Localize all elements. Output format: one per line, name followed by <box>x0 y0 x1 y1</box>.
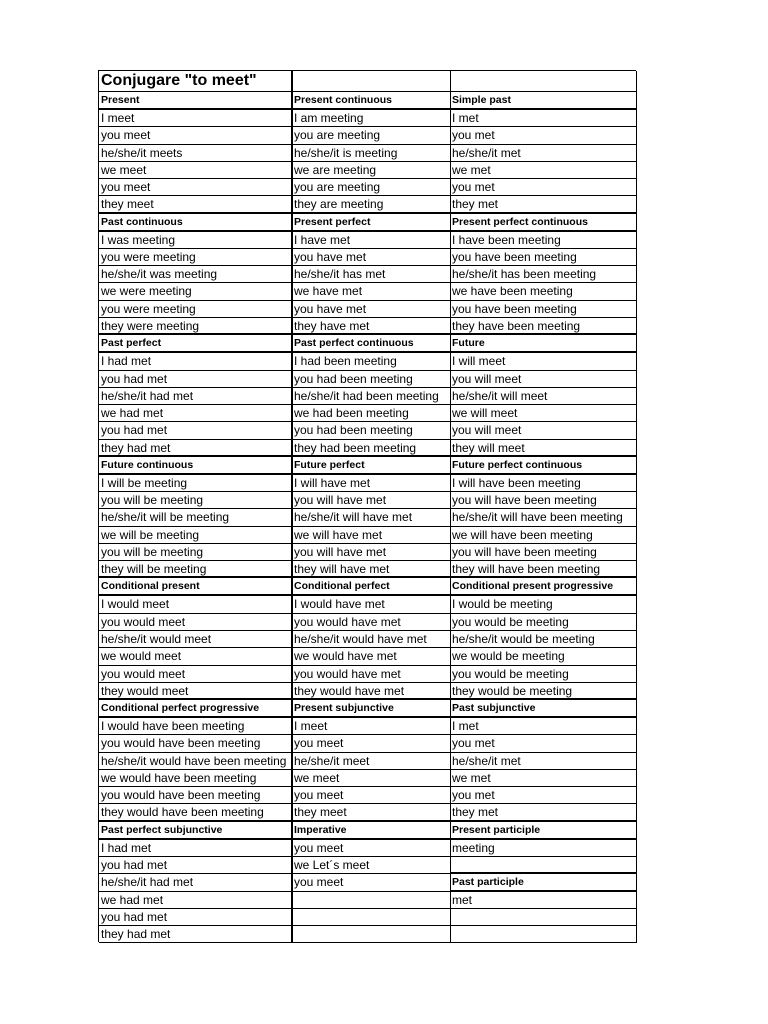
empty-cell <box>450 909 637 926</box>
conjugation-cell: you have met <box>292 301 451 318</box>
conjugation-cell: you met <box>450 787 637 804</box>
conjugation-cell: you meet <box>292 840 451 857</box>
conjugation-cell: he/she/it has been meeting <box>450 266 637 283</box>
conjugation-cell: I would have met <box>292 596 451 613</box>
conjugation-cell: they meet <box>99 196 293 213</box>
empty-cell <box>292 71 451 92</box>
conjugation-cell: you meet <box>292 874 451 891</box>
conjugation-cell: we have been meeting <box>450 283 637 300</box>
conjugation-cell: we meet <box>99 162 293 179</box>
conjugation-cell: we would be meeting <box>450 648 637 665</box>
empty-cell <box>450 71 637 92</box>
conjugation-cell: they would be meeting <box>450 683 637 700</box>
tense-header: Present perfect <box>292 214 451 232</box>
conjugation-cell: you had met <box>99 422 293 439</box>
conjugation-cell: you will meet <box>450 371 637 388</box>
conjugation-cell: we had met <box>99 892 293 909</box>
tense-header: Past perfect <box>99 335 293 353</box>
conjugation-cell: we will have met <box>292 527 451 544</box>
conjugation-cell: you met <box>450 735 637 752</box>
conjugation-cell: they would have met <box>292 683 451 700</box>
conjugation-cell: they have been meeting <box>450 318 637 335</box>
conjugation-cell: we have met <box>292 283 451 300</box>
conjugation-cell: they will have been meeting <box>450 561 637 578</box>
conjugation-cell: you had been meeting <box>292 371 451 388</box>
tense-header: Imperative <box>292 822 451 840</box>
conjugation-cell: you will have met <box>292 492 451 509</box>
conjugation-cell: you will have met <box>292 544 451 561</box>
conjugation-cell: we will be meeting <box>99 527 293 544</box>
conjugation-cell: I have met <box>292 232 451 249</box>
conjugation-cell: they had met <box>99 440 293 457</box>
conjugation-cell: you have been meeting <box>450 249 637 266</box>
conjugation-cell: we were meeting <box>99 283 293 300</box>
conjugation-cell: he/she/it would meet <box>99 631 293 648</box>
conjugation-cell: you had met <box>99 371 293 388</box>
conjugation-cell: I met <box>450 718 637 735</box>
conjugation-cell: you are meeting <box>292 127 451 144</box>
tense-header: Present participle <box>450 822 637 840</box>
tense-header: Present <box>99 92 293 110</box>
conjugation-cell: I meet <box>292 718 451 735</box>
page-title: Conjugare "to meet" <box>99 71 293 92</box>
conjugation-cell: he/she/it would have been meeting <box>99 753 293 770</box>
tense-header: Conditional perfect <box>292 578 451 596</box>
conjugation-cell: you will be meeting <box>99 544 293 561</box>
conjugation-cell: we are meeting <box>292 162 451 179</box>
tense-header: Future <box>450 335 637 353</box>
conjugation-cell: you would meet <box>99 666 293 683</box>
conjugation-cell: they have met <box>292 318 451 335</box>
tense-header: Conditional present progressive <box>450 578 637 596</box>
conjugation-cell: you had met <box>99 909 293 926</box>
conjugation-cell: we would have met <box>292 648 451 665</box>
conjugation-cell: he/she/it meets <box>99 145 293 162</box>
conjugation-cell: he/she/it had met <box>99 388 293 405</box>
conjugation-cell: he/she/it has met <box>292 266 451 283</box>
conjugation-cell: you would be meeting <box>450 614 637 631</box>
tense-header: Conditional perfect progressive <box>99 700 293 718</box>
conjugation-cell: you would have been meeting <box>99 787 293 804</box>
conjugation-cell: I was meeting <box>99 232 293 249</box>
conjugation-cell: we would meet <box>99 648 293 665</box>
conjugation-cell: we will have been meeting <box>450 527 637 544</box>
conjugation-cell: I am meeting <box>292 110 451 127</box>
tense-header: Future perfect <box>292 457 451 475</box>
conjugation-cell: he/she/it will meet <box>450 388 637 405</box>
empty-cell <box>450 857 637 874</box>
conjugation-cell: I will meet <box>450 353 637 370</box>
conjugation-cell: they will be meeting <box>99 561 293 578</box>
empty-cell <box>292 892 451 909</box>
conjugation-cell: you have met <box>292 249 451 266</box>
conjugation-cell: we met <box>450 770 637 787</box>
conjugation-cell: he/she/it had met <box>99 874 293 891</box>
conjugation-cell: you will be meeting <box>99 492 293 509</box>
conjugation-cell: we met <box>450 162 637 179</box>
conjugation-cell: he/she/it met <box>450 753 637 770</box>
conjugation-cell: we had been meeting <box>292 405 451 422</box>
conjugation-cell: he/she/it will have met <box>292 509 451 526</box>
conjugation-cell: he/she/it will have been meeting <box>450 509 637 526</box>
conjugation-cell: you meet <box>292 787 451 804</box>
conjugation-cell: they are meeting <box>292 196 451 213</box>
tense-header: Simple past <box>450 92 637 110</box>
conjugation-cell: they had been meeting <box>292 440 451 457</box>
conjugation-cell: you were meeting <box>99 301 293 318</box>
conjugation-cell: we will meet <box>450 405 637 422</box>
conjugation-cell: you meet <box>99 127 293 144</box>
conjugation-cell: I will have met <box>292 475 451 492</box>
empty-cell <box>292 909 451 926</box>
conjugation-cell: you would have been meeting <box>99 735 293 752</box>
conjugation-cell: I will be meeting <box>99 475 293 492</box>
conjugation-cell: we would have been meeting <box>99 770 293 787</box>
conjugation-cell: you met <box>450 179 637 196</box>
conjugation-cell: they met <box>450 196 637 213</box>
conjugation-cell: I will have been meeting <box>450 475 637 492</box>
conjugation-cell: you are meeting <box>292 179 451 196</box>
tense-header: Present continuous <box>292 92 451 110</box>
conjugation-cell: he/she/it would be meeting <box>450 631 637 648</box>
conjugation-cell: you will have been meeting <box>450 544 637 561</box>
conjugation-cell: you have been meeting <box>450 301 637 318</box>
conjugation-cell: he/she/it would have met <box>292 631 451 648</box>
present-participle-value: meeting <box>450 840 637 857</box>
conjugation-cell: they would meet <box>99 683 293 700</box>
conjugation-cell: I met <box>450 110 637 127</box>
past-participle-value: met <box>450 892 637 909</box>
conjugation-cell: you will have been meeting <box>450 492 637 509</box>
conjugation-cell: he/she/it will be meeting <box>99 509 293 526</box>
conjugation-cell: he/she/it is meeting <box>292 145 451 162</box>
conjugation-cell: you met <box>450 127 637 144</box>
conjugation-cell: they meet <box>292 804 451 821</box>
conjugation-cell: I have been meeting <box>450 232 637 249</box>
tense-header: Future continuous <box>99 457 293 475</box>
conjugation-cell: you will meet <box>450 422 637 439</box>
conjugation-cell: I would have been meeting <box>99 718 293 735</box>
conjugation-cell: we meet <box>292 770 451 787</box>
tense-header: Conditional present <box>99 578 293 596</box>
conjugation-cell: I meet <box>99 110 293 127</box>
conjugation-table <box>98 70 636 942</box>
conjugation-cell: you had been meeting <box>292 422 451 439</box>
conjugation-cell: you meet <box>99 179 293 196</box>
tense-header: Past perfect continuous <box>292 335 451 353</box>
conjugation-cell: you meet <box>292 735 451 752</box>
conjugation-cell: they will meet <box>450 440 637 457</box>
conjugation-cell: they were meeting <box>99 318 293 335</box>
conjugation-cell: they had met <box>99 926 293 943</box>
conjugation-cell: you would have met <box>292 666 451 683</box>
conjugation-cell: you were meeting <box>99 249 293 266</box>
conjugation-cell: he/she/it meet <box>292 753 451 770</box>
conjugation-cell: he/she/it had been meeting <box>292 388 451 405</box>
conjugation-cell: I would meet <box>99 596 293 613</box>
conjugation-cell: you had met <box>99 857 293 874</box>
conjugation-cell: we Let´s meet <box>292 857 451 874</box>
tense-header: Future perfect continuous <box>450 457 637 475</box>
conjugation-cell: I had met <box>99 353 293 370</box>
conjugation-cell: you would be meeting <box>450 666 637 683</box>
conjugation-cell: we had met <box>99 405 293 422</box>
tense-header: Past subjunctive <box>450 700 637 718</box>
conjugation-cell: they met <box>450 804 637 821</box>
conjugation-cell: you would meet <box>99 614 293 631</box>
tense-header: Present subjunctive <box>292 700 451 718</box>
conjugation-cell: you would have met <box>292 614 451 631</box>
conjugation-cell: I had been meeting <box>292 353 451 370</box>
past-participle-header: Past participle <box>450 874 637 891</box>
tense-header: Past perfect subjunctive <box>99 822 293 840</box>
tense-header: Past continuous <box>99 214 293 232</box>
conjugation-cell: he/she/it met <box>450 145 637 162</box>
conjugation-cell: I had met <box>99 840 293 857</box>
tense-header: Present perfect continuous <box>450 214 637 232</box>
conjugation-cell: they would have been meeting <box>99 804 293 821</box>
conjugation-cell: I would be meeting <box>450 596 637 613</box>
empty-cell <box>450 926 637 943</box>
empty-cell <box>292 926 451 943</box>
conjugation-cell: they will have met <box>292 561 451 578</box>
conjugation-cell: he/she/it was meeting <box>99 266 293 283</box>
